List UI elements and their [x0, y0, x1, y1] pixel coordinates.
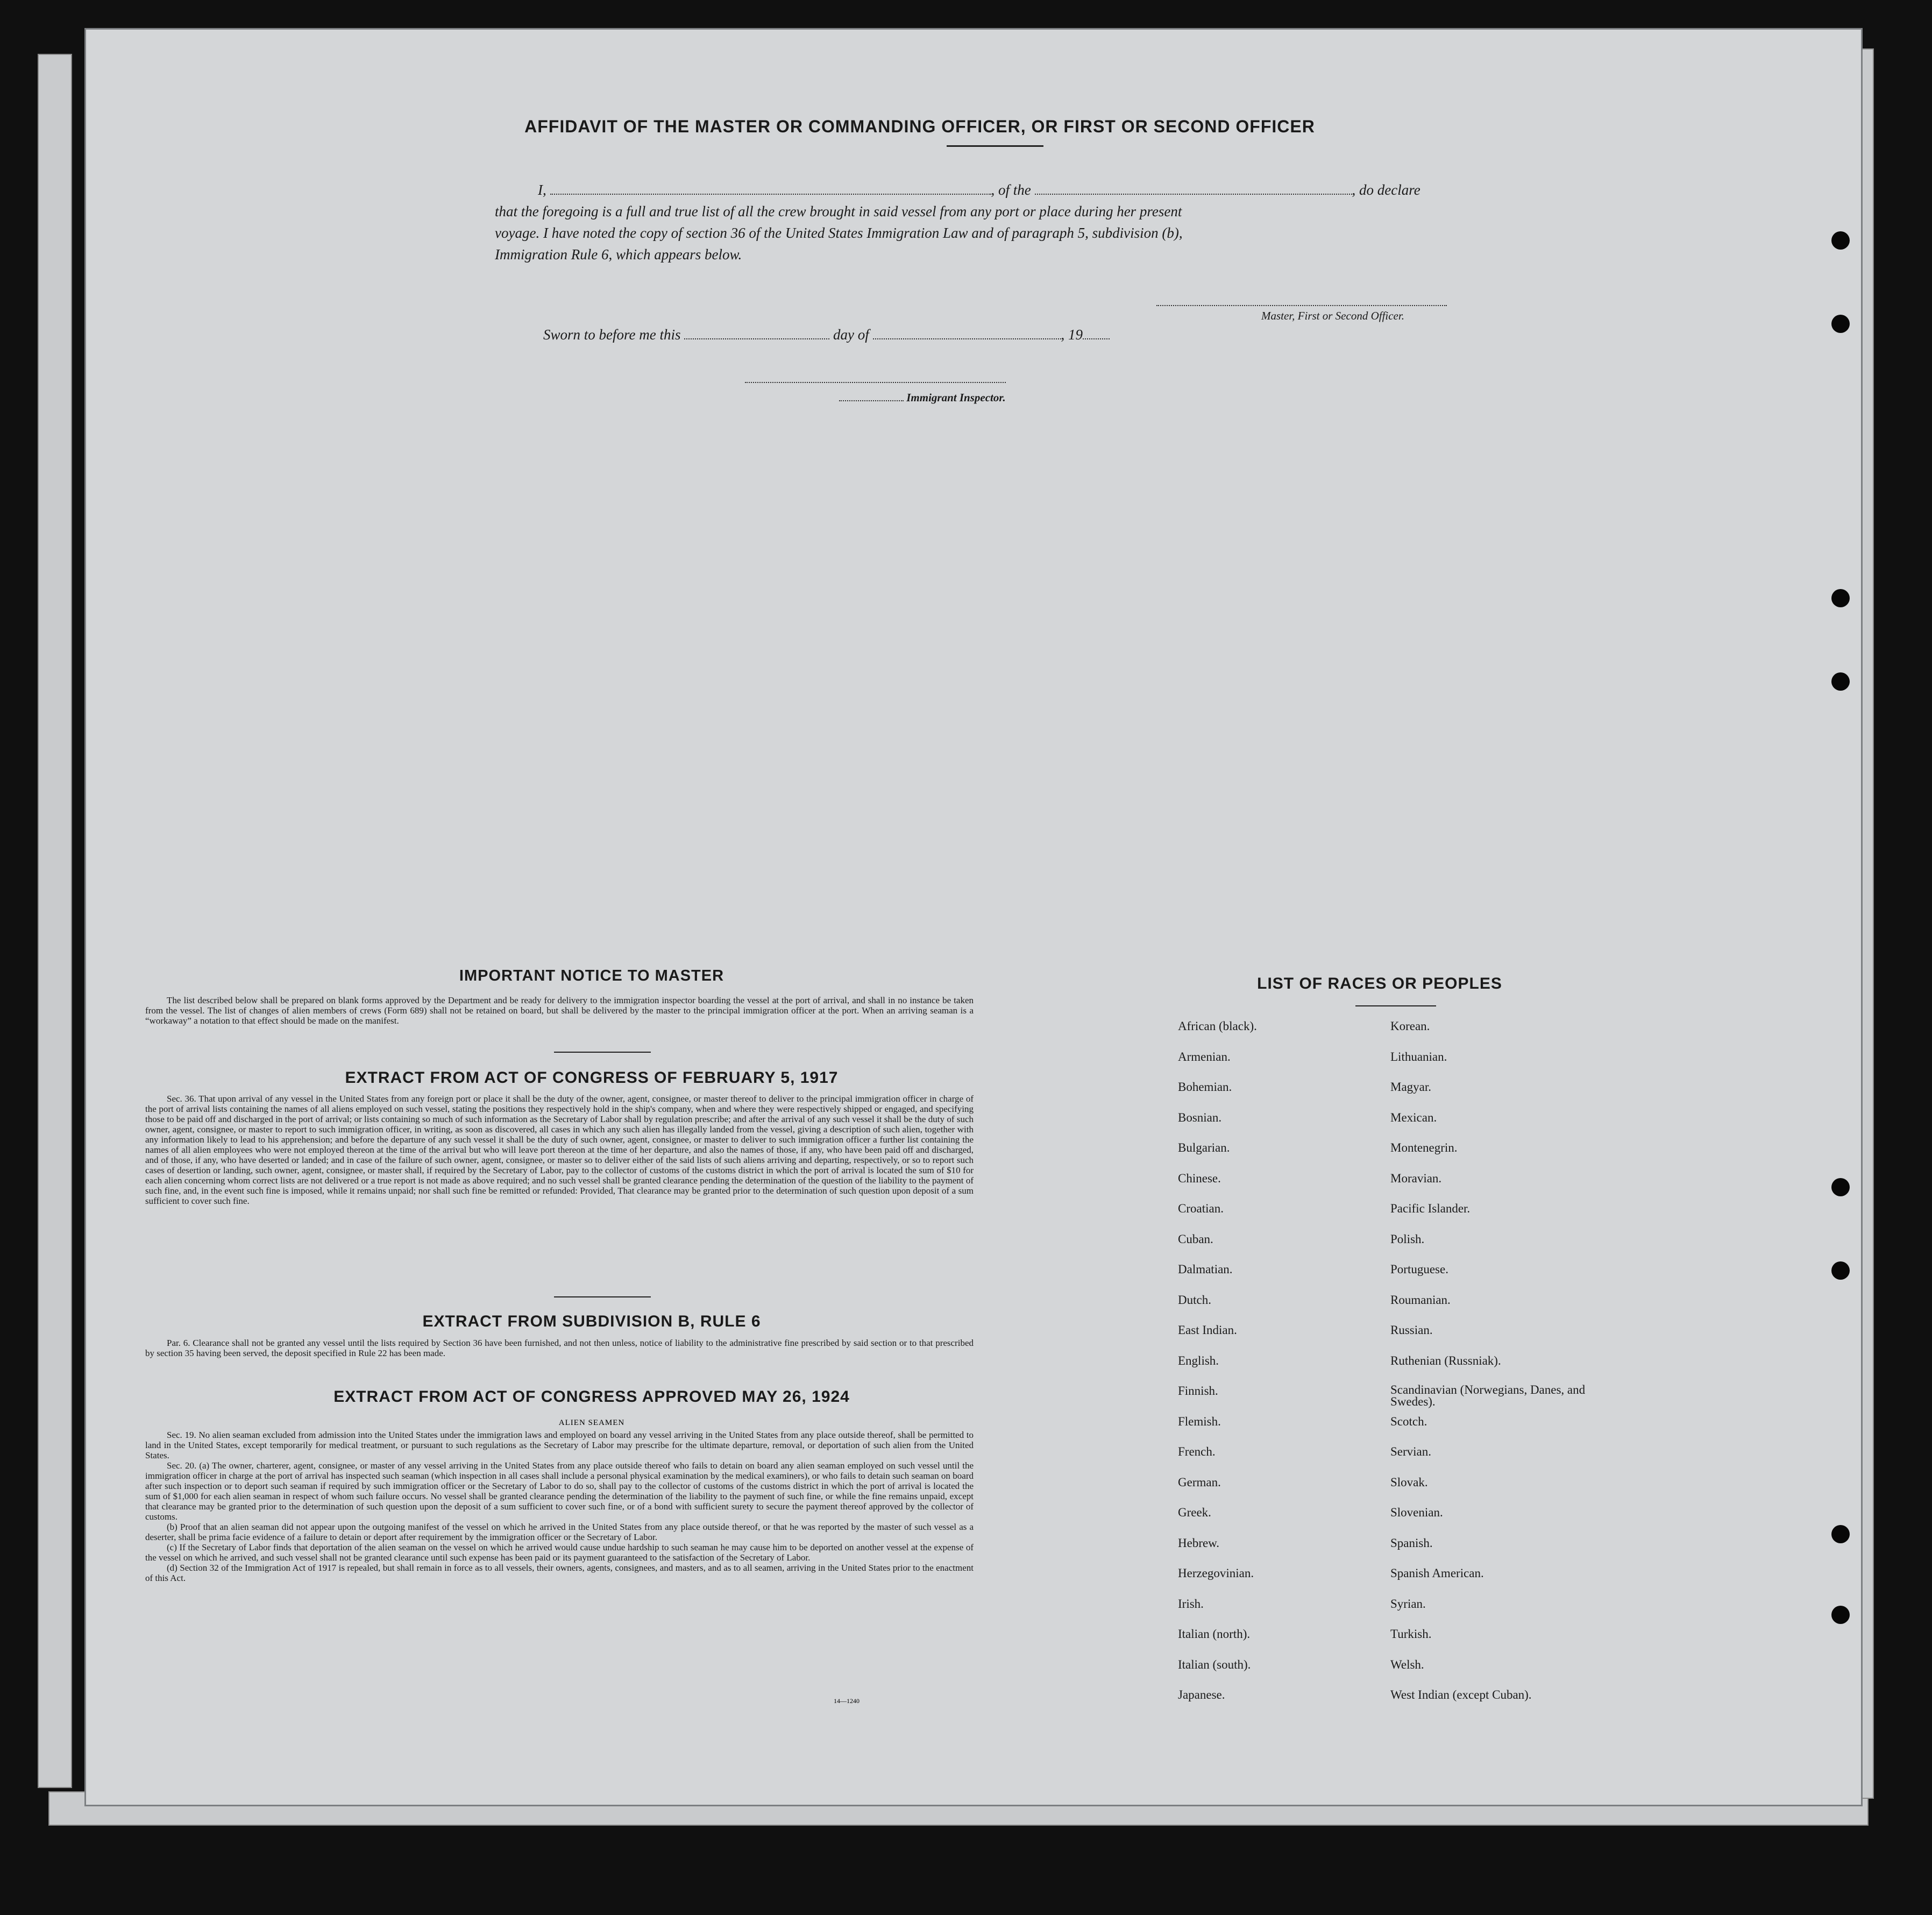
extract-rule6-text: Par. 6. Clearance shall not be granted any vessel until the lists required by Section 36 have been furnished, and not then unless, notice of liability to the administrative fine prescribed by said section or to that prescribed by section 35 having been served, the deposit specified in Rule 22 has been made.	[145, 1338, 974, 1358]
race-item: Spanish.	[1390, 1536, 1433, 1550]
sec-20b: (b) Proof that an alien seaman did not appear upon the outgoing manifest of the vessel on which he arrived in the United States from any place outside thereof, or that he was reported by the master of such vessel as a deserter, shall be prima facie evidence of a failure to detain or deport after requirement by the immigration officer or the Secretary of Labor.	[145, 1522, 974, 1542]
sec-20d: (d) Section 32 of the Immigration Act of 1917 is repealed, but shall remain in force as to all vessels, their owners, agents, consignees, and masters, and as to all seamen, arriving in the United States prior to the enactment of this Act.	[145, 1563, 974, 1583]
race-item: Flemish.	[1178, 1414, 1221, 1428]
race-item: Bosnian.	[1178, 1110, 1222, 1124]
race-item: Scotch.	[1390, 1414, 1427, 1428]
race-item: Magyar.	[1390, 1080, 1432, 1094]
extract-1924-title: EXTRACT FROM ACT OF CONGRESS APPROVED MAY 26, 1924	[333, 1388, 850, 1406]
punch-hole	[1831, 1261, 1850, 1280]
race-item: Dalmatian.	[1178, 1263, 1233, 1276]
inspector-signature-line	[745, 382, 1006, 383]
affidavit-line-3: voyage. I have noted the copy of section 36 of the United States Immigration Law and of paragraph 5, subdivision (b),	[495, 225, 1183, 241]
name-blank	[550, 194, 991, 195]
race-item: French.	[1178, 1445, 1216, 1458]
race-item: Chinese.	[1178, 1171, 1221, 1185]
race-item: Irish.	[1178, 1597, 1204, 1611]
race-item: Herzegovinian.	[1178, 1566, 1254, 1580]
race-item: Syrian.	[1390, 1597, 1426, 1611]
races-title: LIST OF RACES OR PEOPLES	[1257, 975, 1502, 992]
punch-hole	[1831, 1178, 1850, 1196]
extract-1924-text	[145, 1430, 974, 1583]
punch-hole	[1831, 1525, 1850, 1543]
notice-title: IMPORTANT NOTICE TO MASTER	[459, 967, 724, 984]
race-item: English.	[1178, 1353, 1219, 1367]
extract-rule6-title: EXTRACT FROM SUBDIVISION B, RULE 6	[422, 1313, 761, 1330]
race-item: Greek.	[1178, 1506, 1211, 1519]
races-divider	[1355, 1005, 1436, 1006]
sec-20c: (c) If the Secretary of Labor finds that deportation of the alien seaman on the vessel on which he arrived would cause undue hardship to such seaman he may cause him to be deported on another vessel at the expense of the vessel on which he arrived, and such vessel shall not be granted clearance until such expense has been paid or its payment guaranteed to the satisfaction of the Secretary of Labor.	[145, 1542, 974, 1563]
races-column-2	[1390, 1019, 1606, 1719]
race-item: Armenian.	[1178, 1049, 1231, 1063]
document-sheet	[86, 30, 1861, 1805]
affidavit-line-1: I, , of the , do declare	[538, 182, 1420, 198]
race-item: West Indian (except Cuban).	[1390, 1688, 1532, 1701]
notice-text: The list described below shall be prepared on blank forms approved by the Department and be ready for delivery to the immigration inspector boarding the vessel at the port of arrival, and shall in no instance be taken from the vessel. The list of changes of alien members of crews (Form 689) shall not be retained on board, but shall be delivered by the master to the principal immigration officer at the port. When an arriving seaman is a “workaway” a notation to that effect should be made on the manifest.	[145, 995, 974, 1026]
race-item: Slovak.	[1390, 1475, 1428, 1489]
race-item: East Indian.	[1178, 1323, 1237, 1337]
affidavit-line-2: that the foregoing is a full and true list of all the crew brought in said vessel from any port or place during her present	[495, 203, 1182, 219]
sec-20a: Sec. 20. (a) The owner, charterer, agent, consignee, or master of any vessel arriving in the United States from any place outside thereof who fails to detain on board any alien seaman employed on such vessel until the immigration officer in charge at the port of arrival has inspected such seaman (which inspection in all cases shall include a personal physical examination by the medical examiners), or who fails to detain such seaman on board after such inspection or to deport such seaman if required by such immigration officer or the Secretary of Labor to do so, shall pay to the collector of customs of the customs district in which the port of arrival is located the sum of $1,000 for each alien seaman in respect of whom such failure occurs. No vessel shall be granted clearance pending the determination of the liability to the payment of such fine, or while the fine remains unpaid, except that clearance may be granted prior to the determination of such question upon the deposit of a sum sufficient to cover such fine, or of a bond with sufficient surety to secure the payment thereof approved by the collector of customs.	[145, 1460, 974, 1522]
race-item: Turkish.	[1390, 1627, 1432, 1641]
race-item: Italian (north).	[1178, 1627, 1251, 1641]
race-item: Dutch.	[1178, 1293, 1211, 1307]
race-item: Moravian.	[1390, 1171, 1442, 1185]
race-item: Russian.	[1390, 1323, 1433, 1337]
race-item: Japanese.	[1178, 1688, 1225, 1701]
race-item: German.	[1178, 1475, 1221, 1489]
affidavit-line-4: Immigration Rule 6, which appears below.	[495, 246, 742, 263]
race-item: Pacific Islander.	[1390, 1202, 1471, 1215]
race-item: Welsh.	[1390, 1657, 1424, 1671]
sworn-month-blank	[873, 338, 1061, 339]
extract-1917-title: EXTRACT FROM ACT OF CONGRESS OF FEBRUARY 5, 1917	[345, 1069, 839, 1087]
race-item: Servian.	[1390, 1445, 1432, 1458]
punch-hole	[1831, 1606, 1850, 1624]
race-item: African (black).	[1178, 1019, 1257, 1033]
inspector-signature-label: Immigrant Inspector.	[839, 391, 1006, 405]
race-item: Italian (south).	[1178, 1657, 1251, 1671]
race-item: Bohemian.	[1178, 1080, 1232, 1094]
punch-hole	[1831, 315, 1850, 333]
race-item: Finnish.	[1178, 1384, 1218, 1398]
race-item: Roumanian.	[1390, 1293, 1451, 1307]
race-item: Montenegrin.	[1390, 1141, 1458, 1154]
sworn-line: Sworn to before me this day of , 19	[543, 327, 1110, 343]
race-item: Cuban.	[1178, 1232, 1213, 1246]
race-item: Mexican.	[1390, 1110, 1437, 1124]
race-item: Spanish American.	[1390, 1566, 1484, 1580]
race-item: Ruthenian (Russniak).	[1390, 1353, 1501, 1367]
title-divider	[947, 145, 1043, 147]
sworn-day-blank	[684, 338, 829, 339]
race-item: Slovenian.	[1390, 1506, 1443, 1519]
vessel-blank	[1035, 194, 1352, 195]
divider	[554, 1296, 651, 1297]
master-signature-line	[1156, 305, 1447, 306]
race-item: Korean.	[1390, 1019, 1430, 1033]
race-item: Polish.	[1390, 1232, 1425, 1246]
affidavit-title: AFFIDAVIT OF THE MASTER OR COMMANDING OFFICER, OR FIRST OR SECOND OFFICER	[524, 117, 1315, 136]
alien-seamen-subtitle: ALIEN SEAMEN	[558, 1418, 625, 1427]
punch-hole	[1831, 589, 1850, 607]
race-item: Lithuanian.	[1390, 1049, 1447, 1063]
race-item: Scandinavian (Norwegians, Danes, and Swedes).	[1390, 1383, 1586, 1408]
races-column-1	[1178, 1019, 1350, 1719]
affidavit-declaration	[495, 179, 1474, 265]
punch-hole	[1831, 231, 1850, 250]
form-number: 14—1240	[834, 1697, 860, 1705]
master-signature-label: Master, First or Second Officer.	[1261, 309, 1404, 322]
race-item: Portuguese.	[1390, 1263, 1448, 1276]
divider	[554, 1052, 651, 1053]
extract-1917-text: Sec. 36. That upon arrival of any vessel in the United States from any foreign port or place it shall be the duty of the owner, agent, consignee, or master thereof to deliver to the principal immigration officer in charge of the port of arrival lists containing the names of all aliens employed on such vessel, stating the positions they respectively hold in the ship's company, when and where they were respectively shipped or engaged, and specifying those to be paid off and discharged in the port of arrival; or lists containing so much of such information as the Secretary of Labor shall by regulation prescribe; and after the arrival of any such vessel it shall be the duty of such owner, agent, consignee, or master to report to such immigration officer, in writing, as soon as discovered, all cases in which any such alien has illegally landed from the vessel, giving a description of such alien, together with any information likely to lead to his apprehension; and before the departure of any such vessel it shall be the duty of such owner, agent, consignee, or master to deliver to such immigration officer a further list containing the names of all alien employees who were not employed thereon at the time of the arrival but who will leave port thereon at the time of her departure, and also the names of those, if any, who have been paid off and discharged, and of those, if any, who have deserted or landed; and in case of the failure of such owner, agent, consignee, or master so to deliver either of the said lists of such aliens arriving and departing, respectively, or so to report such cases of desertion or landing, such owner, agent, consignee, or master shall, if required by the Secretary of Labor, pay to the collector of customs of the customs district in which the port of arrival is located the sum of $10 for each alien concerning whom correct lists are not delivered or a true report is not made as above required; and no such vessel shall be granted clearance pending the determination of the question of the liability to the payment of such fine, and, in the event such fine is imposed, while it remains unpaid; nor shall such fine be remitted or refunded: Provided, That clearance may be granted prior to the determination of such question upon deposit of a sum sufficient to cover such fine.	[145, 1094, 974, 1206]
race-item: Croatian.	[1178, 1202, 1224, 1215]
underlying-page-left	[38, 54, 72, 1788]
race-item: Hebrew.	[1178, 1536, 1220, 1550]
sworn-year-blank	[1083, 338, 1110, 339]
sec-19: Sec. 19. No alien seaman excluded from admission into the United States under the immigration laws and employed on board any vessel arriving in the United States from any place outside thereof, shall be permitted to land in the United States, except temporarily for medical treatment, or pursuant to such regulations as the Secretary of Labor may prescribe for the ultimate departure, removal, or deportation of such alien from the United States.	[145, 1430, 974, 1460]
punch-hole	[1831, 672, 1850, 691]
race-item: Bulgarian.	[1178, 1141, 1230, 1154]
